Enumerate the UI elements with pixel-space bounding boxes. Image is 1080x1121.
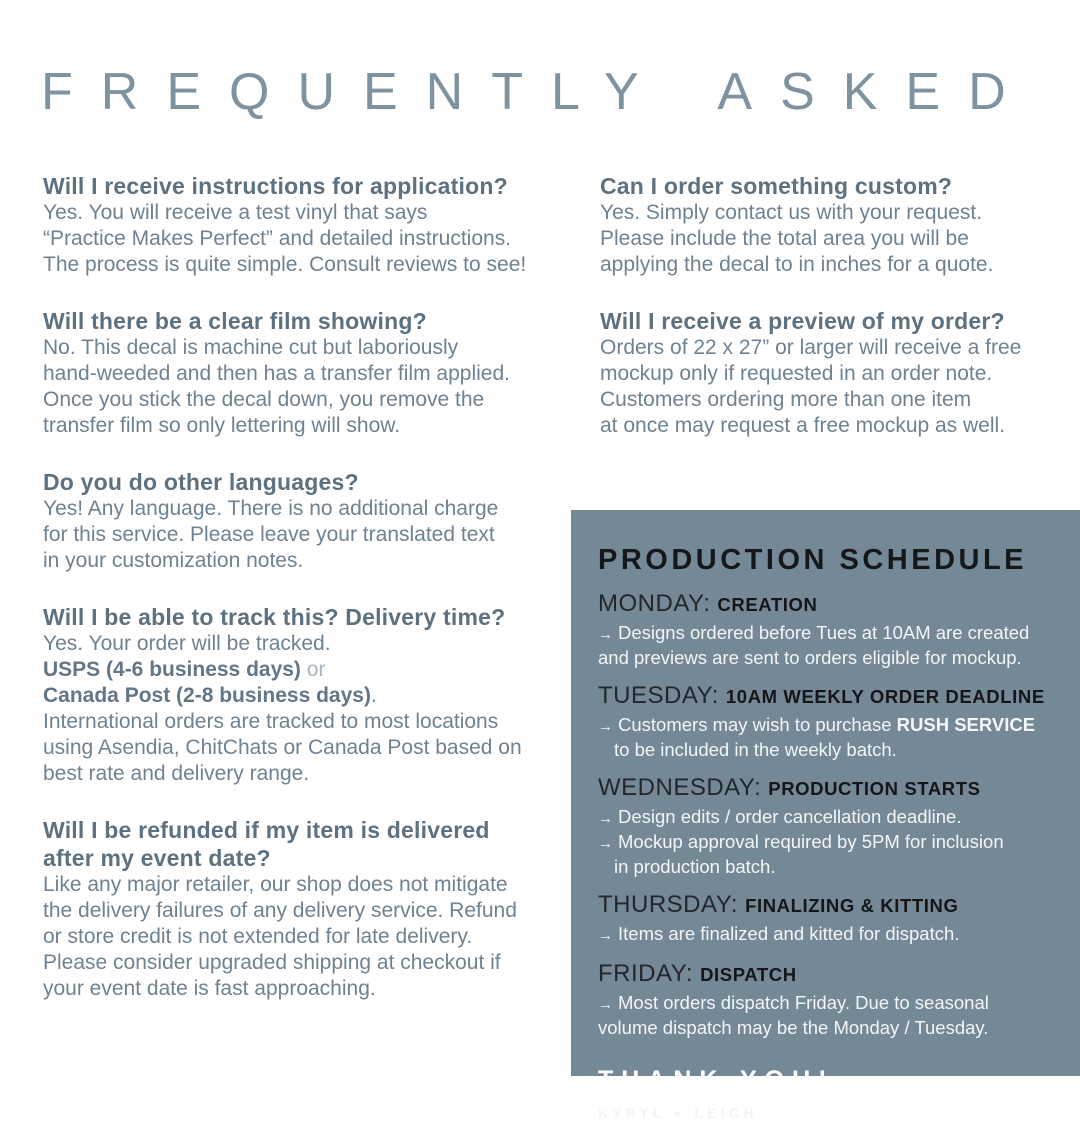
- text-line: The process is quite simple. Consult reviews to see!: [43, 253, 527, 276]
- faq-question: Do you do other languages?: [43, 469, 359, 495]
- faq-question: Will I be able to track this? Delivery time?: [43, 604, 506, 630]
- text-line: the delivery failures of any delivery service. Refund: [43, 899, 517, 922]
- faq-question: Will I receive a preview of my order?: [600, 308, 1005, 334]
- faq-answer: [43, 631, 563, 787]
- text-line: International orders are tracked to most locations: [43, 710, 499, 733]
- text-line: Please consider upgraded shipping at checkout if: [43, 951, 501, 974]
- signature-text: KYRYL + LEIGH: [598, 1106, 759, 1121]
- faq-answer: [43, 200, 563, 278]
- arrow-icon: →: [598, 626, 613, 643]
- schedule-day-thursday: [598, 891, 1068, 947]
- schedule-day-monday: [598, 590, 1068, 669]
- text-line: your event date is fast approaching.: [43, 977, 376, 1000]
- thank-you-text: THANK YOU!: [598, 1066, 835, 1094]
- item-text: and previews are sent to orders eligible for mockup.: [598, 647, 1022, 668]
- item-text: Most orders dispatch Friday. Due to seasonal: [618, 992, 989, 1013]
- usps-tail-text: or: [300, 658, 326, 681]
- answer-line-usps: [43, 657, 563, 683]
- item-text: Designs ordered before Tues at 10AM are created: [618, 622, 1030, 643]
- day-name: FRIDAY:: [598, 960, 694, 987]
- rush-service-text: RUSH SERVICE: [896, 714, 1036, 735]
- day-name: THURSDAY:: [598, 891, 739, 918]
- text-line: transfer film so only lettering will show.: [43, 414, 401, 437]
- canada-bold-text: Canada Post (2-8 business days): [43, 684, 371, 707]
- text-line: “Practice Makes Perfect” and detailed instructions.: [43, 227, 512, 250]
- faq-question: Will there be a clear film showing?: [43, 308, 427, 334]
- text-line: Yes! Any language. There is no additional charge: [43, 497, 499, 520]
- text-line: No. This decal is machine cut but laboriously: [43, 336, 459, 359]
- faq-item-custom: [600, 172, 1060, 278]
- answer-rest: [43, 709, 563, 787]
- day-label: 10AM WEEKLY ORDER DEADLINE: [725, 686, 1045, 707]
- text-line: for this service. Please leave your translated text: [43, 523, 495, 546]
- faq-question: [43, 816, 563, 872]
- day-name: WEDNESDAY:: [598, 774, 762, 801]
- faq-answer: [600, 200, 1060, 278]
- schedule-item: [598, 713, 1068, 761]
- text-line: Orders of 22 x 27” or larger will receive a free: [600, 336, 1022, 359]
- faq-column-left: [43, 172, 563, 1031]
- schedule-day-friday: [598, 960, 1068, 1039]
- schedule-day-wednesday: [598, 774, 1068, 878]
- text-line: in your customization notes.: [43, 549, 304, 572]
- item-text: Customers may wish to purchase: [618, 714, 897, 735]
- text-line: Yes. Simply contact us with your request.: [600, 201, 983, 224]
- item-text: Design edits / order cancellation deadline.: [618, 806, 962, 827]
- arrow-icon: →: [598, 718, 613, 735]
- canada-tail-text: .: [370, 684, 377, 707]
- day-label: DISPATCH: [700, 964, 797, 985]
- schedule-item: [598, 922, 1068, 947]
- text-line: using Asendia, ChitChats or Canada Post based on: [43, 736, 522, 759]
- item-text: volume dispatch may be the Monday / Tuesday.: [598, 1017, 989, 1038]
- day-label: FINALIZING & KITTING: [745, 895, 959, 916]
- faq-column-right: [600, 172, 1060, 468]
- day-name: MONDAY:: [598, 590, 711, 617]
- arrow-icon: →: [598, 996, 613, 1013]
- usps-bold-text: USPS (4-6 business days): [43, 658, 301, 681]
- text-line: Once you stick the decal down, you remove the: [43, 388, 485, 411]
- production-schedule-panel: [571, 510, 1080, 1121]
- page-title: FREQUENTLY ASKED: [41, 63, 1034, 121]
- text-line: Customers ordering more than one item: [600, 388, 972, 411]
- text-line: Like any major retailer, our shop does not mitigate: [43, 873, 508, 896]
- faq-answer: [43, 496, 563, 574]
- faq-question: Can I order something custom?: [600, 173, 953, 199]
- schedule-item: [598, 805, 1068, 878]
- text-line: applying the decal to in inches for a quote.: [600, 253, 994, 276]
- text-line: Yes. You will receive a test vinyl that says: [43, 201, 428, 224]
- item-text: to be included in the weekly batch.: [614, 739, 897, 760]
- day-name: TUESDAY:: [598, 682, 719, 709]
- schedule-title: PRODUCTION SCHEDULE: [598, 544, 1028, 576]
- text-line: at once may request a free mockup as well.: [600, 414, 1006, 437]
- faq-item-refund: [43, 816, 563, 1002]
- text-line: hand-weeded and then has a transfer film applied.: [43, 362, 510, 385]
- text-line: Please include the total area you will be: [600, 227, 969, 250]
- item-text: Mockup approval required by 5PM for inclusion: [618, 831, 1004, 852]
- faq-question: Will I receive instructions for application?: [43, 173, 508, 199]
- answer-line: Yes. Your order will be tracked.: [43, 632, 331, 655]
- text-line: after my event date?: [43, 845, 271, 871]
- faq-answer: [600, 335, 1060, 439]
- text-line: mockup only if requested in an order note.: [600, 362, 993, 385]
- faq-item-tracking: [43, 603, 563, 787]
- arrow-icon: →: [598, 810, 613, 827]
- faq-answer: [43, 872, 563, 1002]
- faq-item-application: [43, 172, 563, 278]
- day-label: CREATION: [717, 594, 818, 615]
- faq-answer: [43, 335, 563, 439]
- text-line: Will I be refunded if my item is delivered: [43, 817, 490, 843]
- day-label: PRODUCTION STARTS: [768, 778, 981, 799]
- arrow-icon: →: [598, 835, 613, 852]
- schedule-item: [598, 621, 1068, 669]
- faq-item-languages: [43, 468, 563, 574]
- faq-item-clear-film: [43, 307, 563, 439]
- schedule-day-tuesday: [598, 682, 1068, 761]
- faq-item-preview: [600, 307, 1060, 439]
- schedule-item: [598, 991, 1068, 1039]
- item-text: in production batch.: [614, 856, 776, 877]
- text-line: or store credit is not extended for late delivery.: [43, 925, 473, 948]
- item-text: Items are finalized and kitted for dispatch.: [618, 923, 960, 944]
- text-line: best rate and delivery range.: [43, 762, 310, 785]
- answer-line-canada: [43, 683, 563, 709]
- arrow-icon: →: [598, 927, 613, 944]
